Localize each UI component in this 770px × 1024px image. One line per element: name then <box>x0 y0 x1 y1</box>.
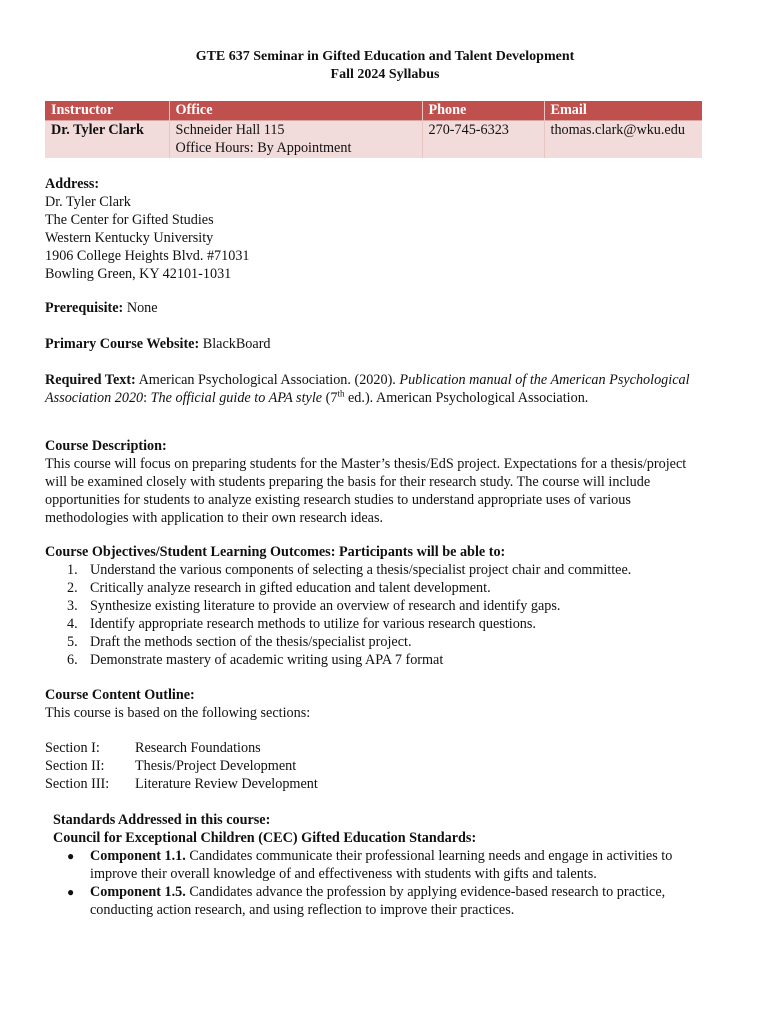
office-cell <box>169 121 422 159</box>
list-text: Critically analyze research in gifted education and talent development. <box>90 580 491 596</box>
instructor-info-table <box>45 101 702 158</box>
required-text-publisher: ed.). American Psychological Association. <box>344 390 589 406</box>
required-text-edition: (7 <box>322 390 338 406</box>
objectives-label: Course Objectives/Student Learning Outcomes: Participants will be able to: <box>45 544 506 560</box>
list-number: 3. <box>67 598 78 614</box>
instructor-name: Dr. Tyler Clark <box>45 121 169 159</box>
standards-label: Standards Addressed in this course: <box>53 812 271 828</box>
required-text-block <box>45 371 705 407</box>
list-text: Synthesize existing literature to provide an overview of research and identify gaps. <box>90 598 561 614</box>
standard-text: Candidates advance the profession by applying evidence-based research to practice, conducting action research, and using reflection to improve their practices. <box>90 884 666 918</box>
address-line: Bowling Green, KY 42101-1031 <box>45 266 232 282</box>
info-table-header-row <box>45 101 702 121</box>
address-line: 1906 College Heights Blvd. #71031 <box>45 248 250 264</box>
list-text: Understand the various components of selecting a thesis/specialist project chair and committee. <box>90 562 632 578</box>
section-row <box>45 739 705 757</box>
header-instructor: Instructor <box>45 101 169 121</box>
standard-name: Component 1.1. <box>90 848 186 864</box>
course-description-text: This course will focus on preparing students for the Master’s thesis/EdS project. Expectations for a thesis/project will be examined closely with students preparing the basis for their research study. The course will include opportunities for students to analyze existing research studies to understand appropriate uses of various methodologies with application to their own research ideas. <box>45 456 687 526</box>
section-label: Section I: <box>45 740 100 756</box>
list-text: Draft the methods section of the thesis/specialist project. <box>90 634 412 650</box>
prerequisite-value: None <box>126 300 158 316</box>
list-number: 2. <box>67 580 78 596</box>
standards-block <box>53 811 703 919</box>
required-text-citation: American Psychological Association. (2020). <box>138 372 400 388</box>
objectives-block <box>45 543 705 669</box>
address-label: Address: <box>45 176 100 192</box>
document-title: GTE 637 Seminar in Gifted Education and Talent Development <box>195 49 575 64</box>
standard-text: Candidates communicate their professional learning needs and engage in activities to improve their overall knowledge of and effectiveness with students with gifts and talents. <box>90 848 673 882</box>
section-title: Thesis/Project Development <box>135 758 297 774</box>
required-text-title: Publication manual of the American Psychological Association 2020 <box>45 372 690 406</box>
required-text-label: Required Text: <box>45 372 136 388</box>
course-description-label: Course Description: <box>45 438 167 454</box>
course-description-block <box>45 437 705 527</box>
objectives-list <box>45 561 705 669</box>
list-number: 4. <box>67 616 78 632</box>
website-label: Primary Course Website: <box>45 336 200 352</box>
standard-name: Component 1.5. <box>90 884 186 900</box>
info-table-row <box>45 121 702 159</box>
list-text: Demonstrate mastery of academic writing using APA 7 format <box>90 652 444 668</box>
address-line: Western Kentucky University <box>45 230 214 246</box>
list-item <box>45 579 705 597</box>
header-phone: Phone <box>422 101 544 121</box>
required-text-edition-sup: th <box>337 388 345 399</box>
required-text-separator: : <box>143 390 151 406</box>
content-outline-block <box>45 686 705 722</box>
section-title: Literature Review Development <box>135 776 318 792</box>
list-item <box>45 651 705 669</box>
bullet-icon: ● <box>67 885 75 899</box>
standards-sublabel: Council for Exceptional Children (CEC) Gifted Education Standards: <box>53 830 477 846</box>
section-title: Research Foundations <box>135 740 261 756</box>
address-line: Dr. Tyler Clark <box>45 194 131 210</box>
phone-number: 270-745-6323 <box>422 121 544 159</box>
header-email: Email <box>544 101 702 121</box>
list-item <box>45 597 705 615</box>
section-row <box>45 775 705 793</box>
sections-list <box>45 739 705 793</box>
list-number: 5. <box>67 634 78 650</box>
required-text-subtitle: The official guide to APA style <box>150 390 323 406</box>
content-outline-intro: This course is based on the following sections: <box>45 705 311 721</box>
office-hours: Office Hours: By Appointment <box>175 140 352 156</box>
document-subtitle: Fall 2024 Syllabus <box>330 67 440 82</box>
header-office: Office <box>169 101 422 121</box>
list-number: 6. <box>67 652 78 668</box>
website-line <box>45 335 705 353</box>
section-label: Section III: <box>45 776 110 792</box>
list-item <box>45 633 705 651</box>
content-outline-label: Course Content Outline: <box>45 687 195 703</box>
address-line: The Center for Gifted Studies <box>45 212 214 228</box>
standards-list <box>53 847 703 919</box>
list-item <box>45 561 705 579</box>
section-label: Section II: <box>45 758 105 774</box>
prerequisite-line <box>45 299 705 317</box>
list-text: Identify appropriate research methods to utilize for various research questions. <box>90 616 536 632</box>
list-number: 1. <box>67 562 78 578</box>
prerequisite-label: Prerequisite: <box>45 300 124 316</box>
list-item <box>53 847 703 883</box>
list-item <box>53 883 703 919</box>
section-row <box>45 757 705 775</box>
address-block <box>45 175 705 283</box>
email-address[interactable]: thomas.clark@wku.edu <box>544 121 702 159</box>
office-location: Schneider Hall 115 <box>175 122 285 138</box>
website-value[interactable]: BlackBoard <box>202 336 271 352</box>
list-item <box>45 615 705 633</box>
bullet-icon: ● <box>67 849 75 863</box>
